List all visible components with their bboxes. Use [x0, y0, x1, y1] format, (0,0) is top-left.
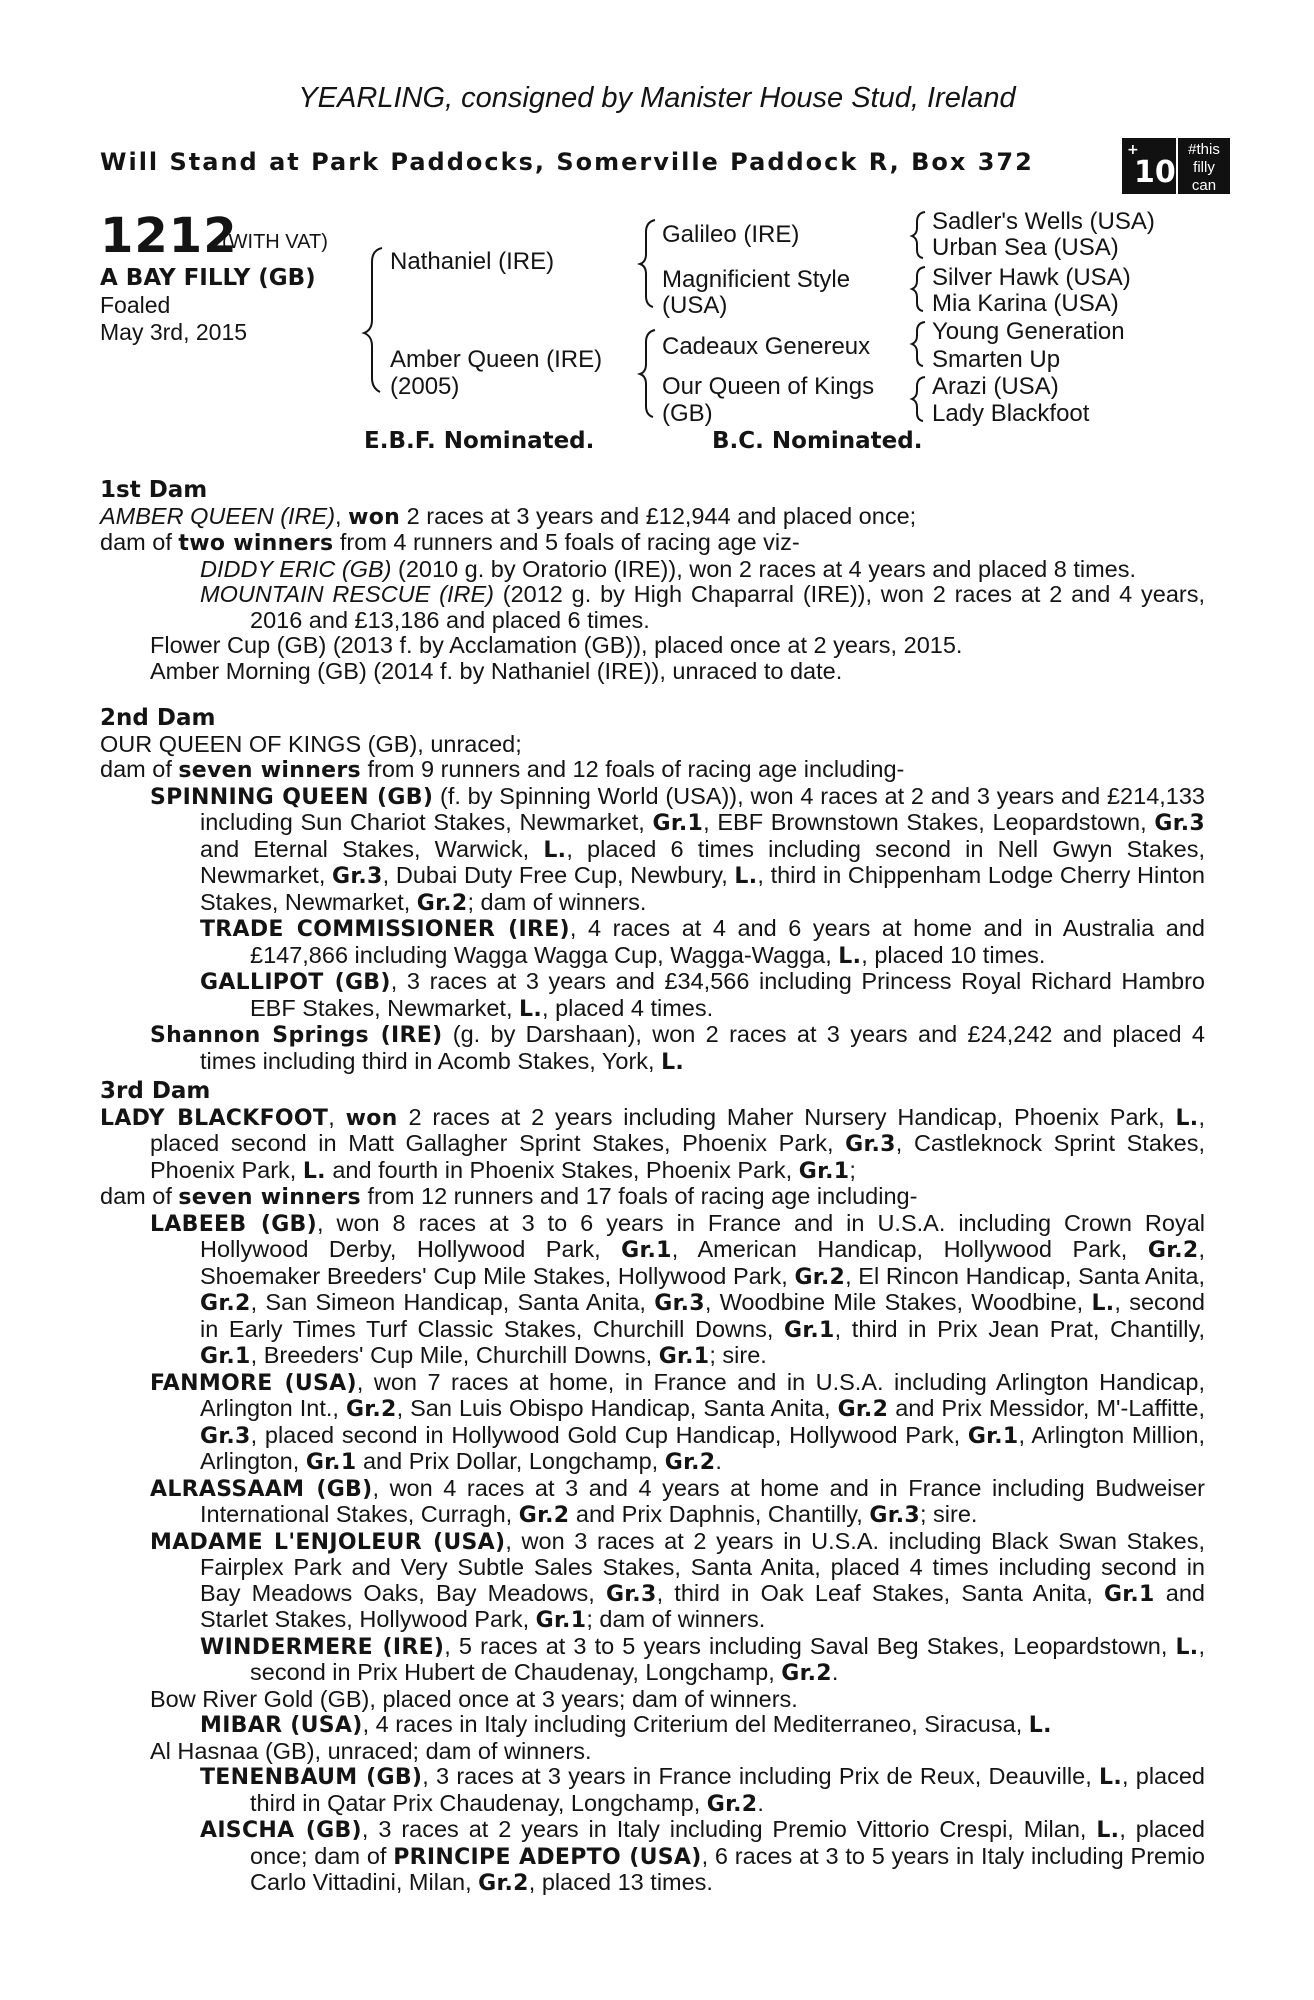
logo-word-2: filly [1193, 159, 1215, 176]
vat-note: (WITH VAT) [222, 231, 328, 253]
pedigree-sds: Silver Hawk (USA) [932, 264, 1131, 291]
brace-dam [640, 330, 655, 417]
pedigree-dam-dam-line1: Our Queen of Kings [662, 373, 875, 400]
entry-al-hasnaa: Al Hasnaa (GB), unraced; dam of winners. [150, 1737, 592, 1764]
second-dam-section [100, 706, 1205, 1075]
lot-title: A BAY FILLY (GB) [100, 265, 316, 291]
pedigree-dam-dam-line2: (GB) [662, 400, 713, 427]
first-dam-title: 1st Dam [100, 477, 208, 503]
entry-tenenbaum: TENENBAUM (GB), 3 races at 3 years in France including Prix de Reux, Deauville, L., placed third in Qatar Prix Chaudenay, Longchamp, Gr.2. [200, 1763, 1206, 1817]
entry-labeeb: LABEEB (GB), won 8 races at 3 to 6 years in France and in U.S.A. including Crown Royal Hollywood Derby, Hollywood Park, Gr.1, American Handicap, Hollywood Park, Gr.2, Shoemaker Breeders' Cup Mile Stakes, Hollywood Park, Gr.2, El Rincon Handicap, Santa Anita, Gr.2, San Simeon Handicap, Santa Anita, Gr.3, Woodbine Mile Stakes, Woodbine, L., second in Early Times Turf Classic Stakes, Churchill Downs, Gr.1, third in Prix Jean Prat, Chantilly, Gr.1, Breeders' Cup Mile, Churchill Downs, Gr.1; sire. [150, 1209, 1206, 1369]
entry-fanmore: FANMORE (USA), won 7 races at home, in France and in U.S.A. including Arlington Handicap, Arlington Int., Gr.2, San Luis Obispo Handicap, Santa Anita, Gr.2 and Prix Messidor, M'-Laffitte, Gr.3, placed second in Hollywood Gold Cup Handicap, Hollywood Park, Gr.1, Arlington Million, Arlington, Gr.1 and Prix Dollar, Longchamp, Gr.2. [150, 1368, 1205, 1475]
pedigree-ssd: Urban Sea (USA) [932, 234, 1119, 261]
offspring-amber-morning: Amber Morning (GB) (2014 f. by Nathaniel (IRE)), unraced to date. [150, 657, 843, 684]
logo-word-1: #this [1188, 141, 1220, 158]
second-dam-title: 2nd Dam [100, 705, 216, 731]
pedigree-dam-line1: Amber Queen (IRE) [390, 346, 603, 373]
brace-ds [912, 322, 925, 366]
pedigree-sire-sire: Galileo (IRE) [662, 221, 800, 248]
second-dam-line2: dam of seven winners from 9 runners and 12 foals of racing age including- [100, 756, 905, 783]
pedigree-sire: Nathaniel (IRE) [390, 248, 555, 275]
pedigree-dam-sire: Cadeaux Genereux [662, 333, 871, 360]
entry-gallipot: GALLIPOT (GB), 3 races at 3 years and £34,566 including Princess Royal Richard Hambro EBF Stakes, Newmarket, L., placed 4 times. [200, 968, 1205, 1022]
offspring-mountain-rescue: MOUNTAIN RESCUE (IRE) (2012 g. by High Chaparral (IRE)), won 2 races at 2 and 4 years, 2016 and £13,186 and placed 6 times. [200, 581, 1205, 633]
brace-dd [912, 377, 925, 421]
entry-aischa: AISCHA (GB), 3 races at 2 years in Italy including Premio Vittorio Crespi, Milan, L., placed once; dam of PRINCIPE ADEPTO (USA), 6 races at 3 to 5 years in Italy including Premio Carlo Vittadini, Milan, Gr.2, placed 13 times. [200, 1816, 1205, 1896]
pedigree-sdd: Mia Karina (USA) [932, 290, 1119, 317]
logo-word-3: can [1191, 177, 1217, 194]
entry-madame-lenjoleur: MADAME L'ENJOLEUR (USA), won 3 races at 2 years in U.S.A. including Black Swan Stakes, Fairplex Park and Very Subtle Sales Stakes, Santa Anita, placed 4 times including second in Bay Meadows Oaks, Bay Meadows, Gr.3, third in Oak Leaf Stakes, Santa Anita, Gr.1 and Starlet Stakes, Hollywood Park, Gr.1; dam of winners. [150, 1527, 1205, 1633]
second-dam-line1: OUR QUEEN OF KINGS (GB), unraced; [100, 730, 522, 757]
brace-sire [640, 220, 655, 307]
brace-sd [912, 267, 925, 311]
entry-spinning-queen: SPINNING QUEEN (GB) (f. by Spinning World (USA)), won 4 races at 2 and 3 years and £214,133 including Sun Chariot Stakes, Newmarket, Gr.1, EBF Brownstown Stakes, Leopardstown, Gr.3 and Eternal Stakes, Warwick, L., placed 6 times including second in Nell Gwyn Stakes, Newmarket, Gr.3, Dubai Duty Free Cup, Newbury, L., third in Chippenham Lodge Cherry Hinton Stakes, Newmarket, Gr.2; dam of winners. [150, 782, 1206, 916]
pedigree-sire-dam-line2: (USA) [662, 292, 728, 319]
entry-mibar: MIBAR (USA), 4 races in Italy including Criterium del Mediterraneo, Siracusa, L. [200, 1711, 1052, 1738]
foaled-label: Foaled [100, 292, 171, 318]
ebf-nominated: E.B.F. Nominated. [364, 428, 595, 454]
pedigree-sss: Sadler's Wells (USA) [932, 208, 1155, 235]
first-dam-line2: dam of two winners from 4 runners and 5 foals of racing age viz- [100, 529, 800, 556]
entry-bow-river-gold: Bow River Gold (GB), placed once at 3 years; dam of winners. [150, 1685, 798, 1712]
pedigree-ddd: Lady Blackfoot [932, 400, 1090, 427]
plus-icon: + [1127, 142, 1139, 158]
entry-alrassaam: ALRASSAAM (GB), won 4 races at 3 and 4 years at home and in France including Budweiser International Stakes, Curragh, Gr.2 and Prix Daphnis, Chantilly, Gr.3; sire. [150, 1474, 1206, 1528]
third-dam-winners-line: dam of seven winners from 12 runners and 17 foals of racing age including- [100, 1183, 918, 1210]
logo-ten: 10 [1134, 155, 1176, 190]
third-dam-title: 3rd Dam [100, 1078, 211, 1104]
foaled-date: May 3rd, 2015 [100, 319, 248, 345]
offspring-flower-cup: Flower Cup (GB) (2013 f. by Acclamation (GB)), placed once at 2 years, 2015. [150, 632, 963, 658]
first-dam-line1: AMBER QUEEN (IRE), won 2 races at 3 years and £12,944 and placed once; [100, 502, 917, 530]
pedigree-dss: Young Generation [932, 318, 1125, 345]
entry-lady-blackfoot: LADY BLACKFOOT, won 2 races at 2 years including Maher Nursery Handicap, Phoenix Park, L., placed second in Matt Gallagher Sprint Stakes, Phoenix Park, Gr.3, Castleknock Sprint Stakes, Phoenix Park, L. and fourth in Phoenix Stakes, Phoenix Park, Gr.1; [100, 1103, 1205, 1184]
entry-trade-commissioner: TRADE COMMISSIONER (IRE), 4 races at 4 and 6 years at home and in Australia and £147,866 including Wagga Wagga Cup, Wagga-Wagga, L., placed 10 times. [200, 915, 1205, 969]
pedigree-dds: Arazi (USA) [932, 373, 1059, 400]
entry-shannon-springs: Shannon Springs (IRE) (g. by Darshaan), won 2 races at 3 years and £24,242 and placed 4 times including third in Acomb Stakes, York, L. [150, 1021, 1205, 1075]
pedigree-dam-line2: (2005) [390, 373, 460, 400]
consignor-header: YEARLING, consigned by Manister House Stud, Ireland [298, 82, 1016, 114]
first-dam-section [100, 478, 1205, 684]
entry-windermere: WINDERMERE (IRE), 5 races at 3 to 5 years including Saval Beg Stakes, Leopardstown, L., second in Prix Hubert de Chaudenay, Longchamp, Gr.2. [200, 1632, 1205, 1686]
offspring-diddy-eric: DIDDY ERIC (GB) (2010 g. by Oratorio (IRE)), won 2 races at 4 years and placed 8 times. [200, 555, 1137, 582]
pedigree-sire-dam-line1: Magnificient Style [662, 266, 851, 293]
pedigree-dsd: Smarten Up [932, 346, 1061, 373]
lot-number: 1212 [100, 208, 238, 264]
brace-gen1 [364, 248, 382, 392]
bc-nominated: B.C. Nominated. [712, 428, 923, 454]
third-dam-section [100, 1079, 1205, 1897]
brace-ss [912, 212, 925, 258]
stand-location: Will Stand at Park Paddocks, Somerville Paddock R, Box 372 [100, 148, 1034, 176]
